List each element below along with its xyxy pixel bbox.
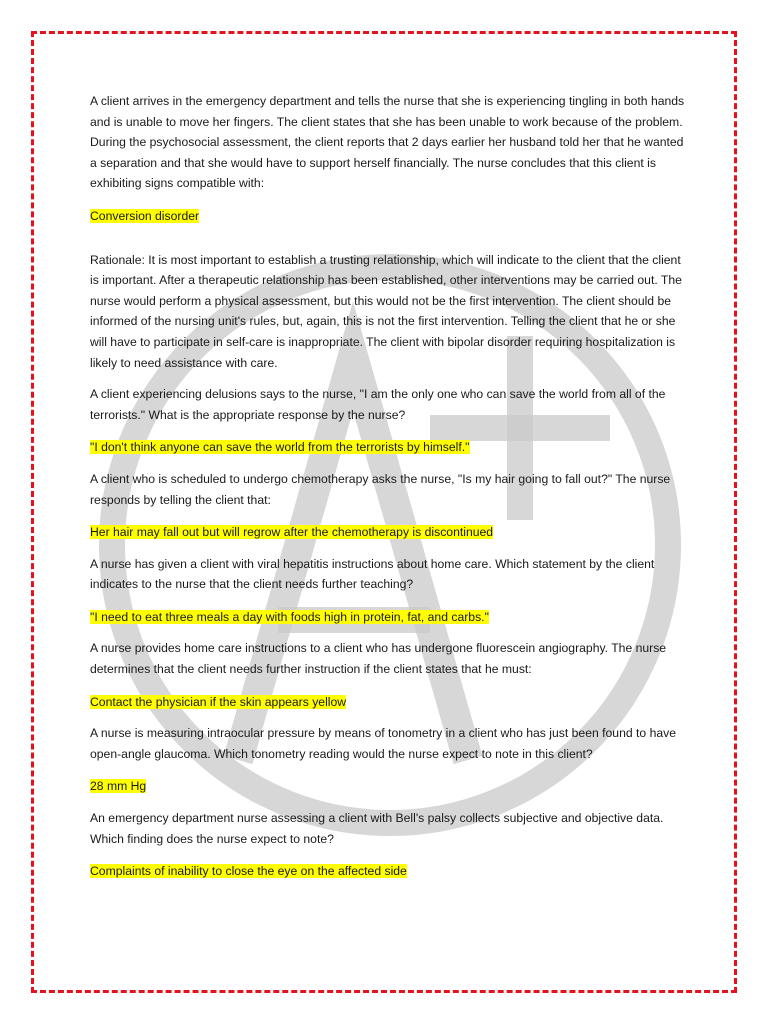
answer-4 bbox=[90, 607, 690, 628]
answer-3 bbox=[90, 522, 690, 543]
answer-7 bbox=[90, 861, 690, 882]
answer-2 bbox=[90, 437, 690, 458]
rationale-1: Rationale: It is most important to establish a trusting relationship, which will indicate to the client that the client is important. After a therapeutic relationship has been established, other interventions may be carried out. The nurse would perform a physical assessment, but this would not be the first intervention. The client should be informed of the nursing unit's rules, but, again, this is not the first intervention. Telling the client that he or she will have to participate in self-care is inappropriate. The client with bipolar disorder requiring hospitalization is likely to need assistance with care. bbox=[90, 252, 682, 370]
answer-1 bbox=[90, 206, 690, 227]
question-3: A client who is scheduled to undergo chemotherapy asks the nurse, "Is my hair going to fall out?" The nurse responds by telling the client that: bbox=[90, 471, 671, 507]
answer-highlight: Her hair may fall out but will regrow after the chemotherapy is discontinued bbox=[90, 525, 494, 540]
question-4: A nurse has given a client with viral hepatitis instructions about home care. Which statement by the client indicates to the nurse that the client needs further teaching? bbox=[90, 556, 655, 592]
answer-highlight: "I don't think anyone can save the world from the terrorists by himself." bbox=[90, 440, 470, 455]
answer-highlight: "I need to eat three meals a day with foods high in protein, fat, and carbs." bbox=[90, 609, 489, 624]
question-2: A client experiencing delusions says to the nurse, "I am the only one who can save the world from all of the terrorists." What is the appropriate response by the nurse? bbox=[90, 387, 666, 422]
answer-5 bbox=[90, 692, 690, 713]
question-5: A nurse provides home care instructions to a client who has undergone fluorescein angiography. The nurse determines that the client needs further instruction if the client states that he must: bbox=[90, 641, 667, 677]
question-7: An emergency department nurse assessing a client with Bell's palsy collects subjective and objective data. Which finding does the nurse expect to note? bbox=[90, 811, 664, 846]
answer-highlight: Conversion disorder bbox=[90, 208, 200, 223]
question-1: A client arrives in the emergency department and tells the nurse that she is experiencing tingling in both hands and is unable to move her fingers. The client states that she has been unable to work because of the problem. During the psychosocial assessment, the client reports that 2 days earlier her husband told her that he wanted a separation and that she would have to support herself financially. The nurse concludes that this client is exhibiting signs compatible with: bbox=[90, 94, 685, 191]
answer-highlight: Contact the physician if the skin appears yellow bbox=[90, 694, 347, 709]
answer-6 bbox=[90, 776, 690, 797]
question-6: A nurse is measuring intraocular pressure by means of tonometry in a client who has just been found to have open-angle glaucoma. Which tonometry reading would the nurse expect to note in this client? bbox=[90, 726, 676, 761]
answer-highlight: Complaints of inability to close the eye on the affected side bbox=[90, 864, 407, 879]
document-body bbox=[90, 91, 690, 893]
answer-highlight: 28 mm Hg bbox=[90, 779, 147, 794]
